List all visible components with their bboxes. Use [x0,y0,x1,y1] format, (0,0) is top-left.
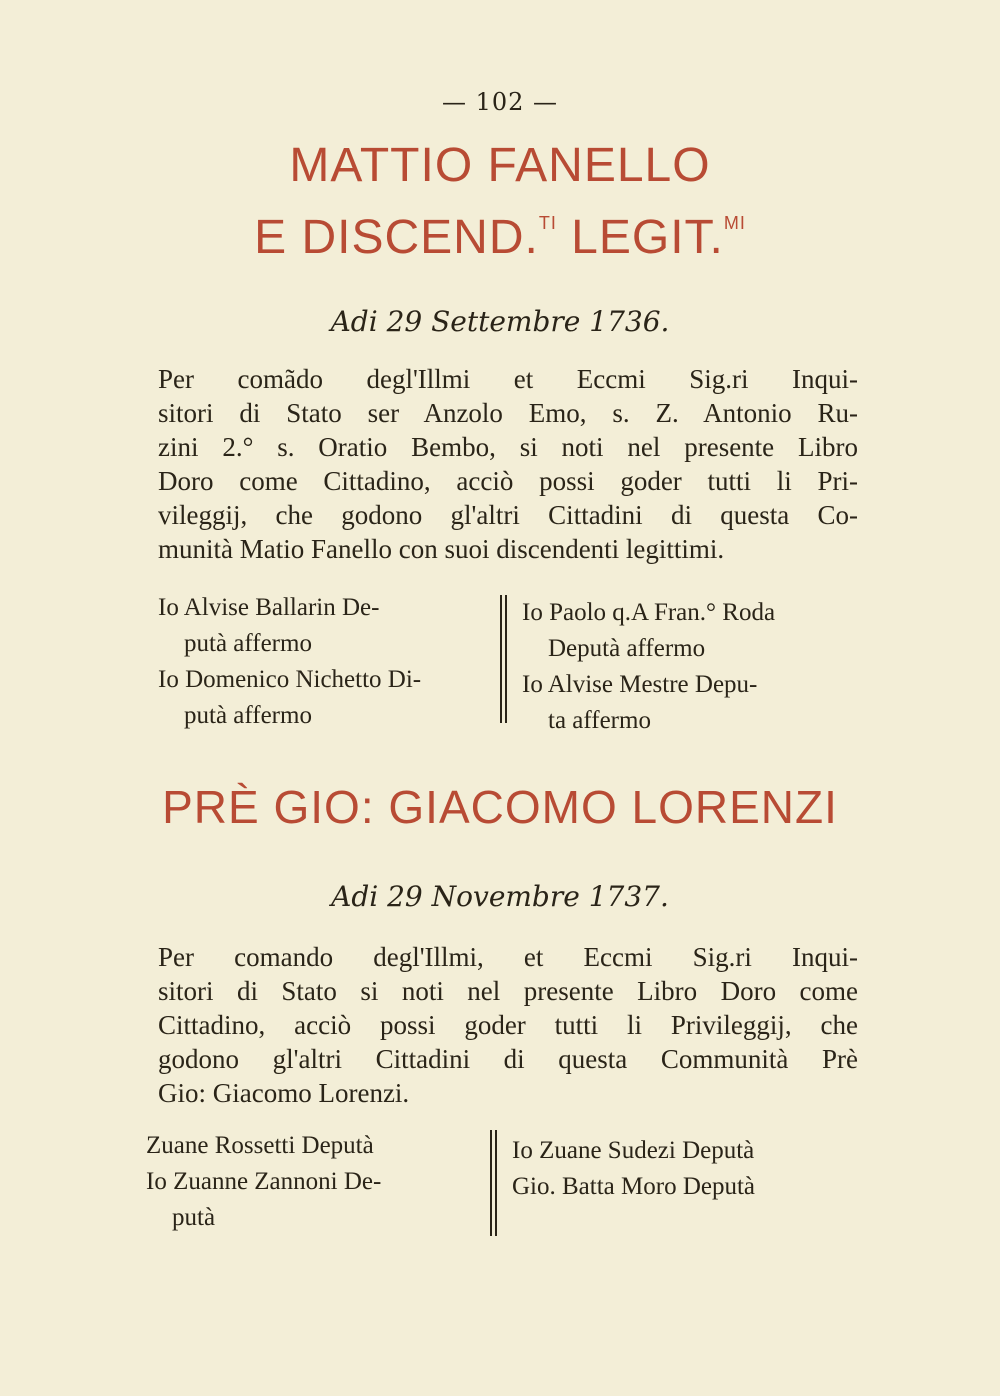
entry2-date: Adi 29 Novembre 1737. [331,880,669,913]
paragraph-line: godono gl'altri Cittadini di questa Communità Prè [158,1044,858,1074]
entry1-paragraph [158,362,858,566]
entry1-signatures-right [522,595,862,739]
signature-line: Io Alvise Mestre Depu- [522,671,758,698]
paragraph-line: Gio: Giacomo Lorenzi. [158,1078,410,1108]
entry2-signatures-left [146,1128,486,1236]
paragraph-line: Doro come Cittadino, acciò possi goder tutti li Pri- [158,466,858,496]
entry2-paragraph [158,940,858,1110]
signature-line: Io Domenico Nichetto Di- [158,666,422,693]
paragraph-line: munità Matio Fanello con suoi discendenti legittimi. [158,534,725,564]
entry2-signatures-right [512,1133,862,1205]
signature-line: Deputà affermo [548,635,706,662]
signature-divider [490,1130,497,1236]
paragraph-line: zini 2.° s. Oratio Bembo, si noti nel presente Libro [158,432,858,462]
title-sup-mi: MI [723,213,746,233]
paragraph-line: Per comãdo degl'Illmi et Eccmi Sig.ri Inqui- [158,364,858,394]
entry2-title: PRÈ GIO: GIACOMO LORENZI [162,781,838,833]
signature-line: Gio. Batta Moro Deputà [512,1173,756,1200]
signature-line: Io Paolo q.A Fran.° Roda [522,599,776,626]
paragraph-line: sitori di Stato ser Anzolo Emo, s. Z. Antonio Ru- [158,398,858,428]
paragraph-line: vileggij, che godono gl'altri Cittadini di questa Co- [158,500,858,530]
entry1-title-line1: MATTIO FANELLO [289,139,711,192]
title-line2-mid: LEGIT. [556,211,724,264]
signature-line: Io Alvise Ballarin De- [158,594,380,621]
paragraph-line: sitori di Stato si noti nel presente Libro Doro come [158,976,858,1006]
signature-line: putà affermo [184,702,312,729]
signature-line: putà [172,1204,216,1231]
page-number: — 102 — [441,88,559,116]
signature-line: Io Zuane Sudezi Deputà [512,1137,755,1164]
title-sup-ti: TI [538,213,557,233]
entry1-title-line2 [0,210,1000,265]
paragraph-line: Per comando degl'Illmi, et Eccmi Sig.ri Inqui- [158,942,858,972]
signature-divider [500,595,507,723]
signature-line: Zuane Rossetti Deputà [146,1132,374,1159]
entry1-signatures-left [158,590,488,734]
signature-line: ta affermo [548,707,651,734]
signature-line: Io Zuanne Zannoni De- [146,1168,382,1195]
entry1-date: Adi 29 Settembre 1736. [330,305,670,338]
signature-line: putà affermo [184,630,312,657]
title-line2-main: E DISCEND. [254,211,539,264]
paragraph-line: Cittadino, acciò possi goder tutti li Privileggij, che [158,1010,858,1040]
